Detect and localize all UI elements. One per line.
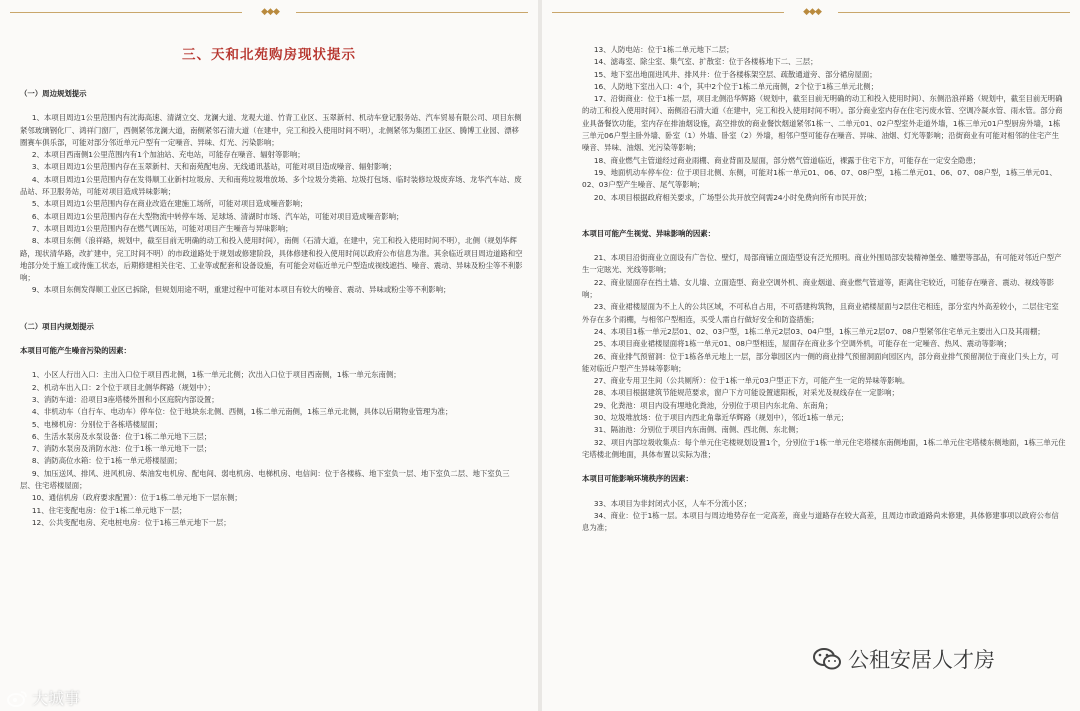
watermark-left bbox=[6, 686, 80, 709]
list-item: 14、滤毒室、除尘室、集气室、扩散室：位于各楼栋地下二、三层； bbox=[593, 57, 818, 67]
list-item: 12、公共变配电房、充电桩电房：位于1栋三单元地下一层； bbox=[31, 517, 231, 527]
left-content bbox=[20, 88, 524, 529]
list-item: 31、隔油池：分别位于项目内东南侧、南侧、西北侧、东北侧； bbox=[593, 425, 803, 435]
list-item: 8、本项目东侧（浪祥路，规划中，截至目前无明确的动工和投入使用时间），南侧（石清大道，在建中，完工和投入使用时间不明），北侧（规划华辉路，现状清华路，改扩建中，完工时间不明）的市政道路处于规划或修建阶段，具体修建和投入使用时间以政府公布信息为准。其余临近项目周边道路和空地部分处于施工或待施工状态，后期修建相关住宅、工业等或配套和设备设施，有可能会对临近单元户型造成视线遮挡、噪音、震动、异味及粉尘等不利影响； bbox=[20, 236, 523, 283]
list-item: 22、商业屋面存在挡土墙、女儿墙、立面造型、商业空调外机、商业烟道、商业燃气管道等，距离住宅较近，可能存在噪音、震动、视线等影响； bbox=[582, 277, 1055, 300]
list-item: 34、商业：位于1栋一层。本项目与周边地势存在一定高差，商业与道路存在较大高差，且周边市政道路尚未修建，具体修建事项以政府公布信息为准； bbox=[582, 510, 1059, 533]
list-item: 13、人防电站：位于1栋二单元地下二层； bbox=[593, 45, 734, 54]
header-ornament bbox=[0, 7, 538, 17]
subsection-heading: 本项目可能产生噪音污染的因素： bbox=[20, 346, 131, 356]
watermark bbox=[812, 644, 995, 674]
list-item: 6、生活水泵房及水泵设备：位于1栋二单元地下三层； bbox=[31, 431, 212, 441]
list-item: 26、商业排气预留洞：位于1栋各单元地上一层，部分靠园区内一侧的商业排气预留洞面向园区内，部分商业排气预留洞位于商业门头上方，可能对临近户型产生异味等影响； bbox=[582, 351, 1059, 373]
list-item: 15、地下室出地面进风井、排风井：位于各楼栋架空层、疏散通道旁、部分裙房屋面； bbox=[593, 69, 877, 79]
list-item: 24、本项目1栋一单元2层01、02、03户型，1栋二单元2层03、04户型，1栋三单元2层07、08户型紧邻住宅单元主要出入口及其雨棚； bbox=[593, 326, 1045, 336]
list-item: 16、人防地下室出入口：4个，其中2个位于1栋二单元南侧，2个位于1栋三单元北侧； bbox=[593, 81, 879, 91]
list-item: 4、非机动车（自行车、电动车）停车位：位于地块东北侧、西侧，1栋二单元南侧，1栋三单元北侧，具体以后期物业管理为准； bbox=[31, 407, 453, 417]
items-c-list bbox=[582, 498, 1066, 535]
list-item: 23、商业裙楼屋面为不上人的公共区域，不可私自占用，不可搭建构筑物，且商业裙楼屋面与2层住宅相连，部分室内外高差较小，二层住宅室外存在多个雨棚，与相邻户型相连，买受人需自行做好安全和防盗措施； bbox=[582, 302, 1059, 324]
list-item: 30、垃圾堆放场：位于项目内西北角靠近华辉路（规划中），邻近1栋一单元； bbox=[593, 413, 849, 423]
diamond-ornament-icon: ◆◆◆ bbox=[261, 7, 279, 17]
list-item: 3、消防车道：沿项目3座塔楼外围和小区庭院内部设置； bbox=[31, 394, 219, 404]
watermark-left-text: 大城事 bbox=[32, 689, 81, 708]
list-item: 8、消防高位水箱：位于1栋一单元塔楼屋面； bbox=[31, 456, 182, 466]
list-item: 29、化粪池：项目内设有埋地化粪池，分别位于项目内东北角、东南角； bbox=[593, 400, 833, 410]
list-item: 2、机动车出入口：2个位于项目北侧华辉路（规划中）； bbox=[31, 382, 215, 392]
list-item: 21、本项目沿街商业立面设有广告位、壁灯，局部商铺立面造型设有泛光照明。商业外围局部安装精神堡垒、雕塑等部品，有可能对邻近户型产生一定眩光、光线等影响； bbox=[582, 253, 1062, 275]
list-item: 5、本项目周边1公里范围内存在商业改造在建施工场所，可能对项目造成噪音影响； bbox=[31, 199, 308, 209]
list-item: 3、本项目周边1公里范围内存在玉翠新村、天和南苑配电房、无线通讯基站，可能对项目造成噪音、辐射影响； bbox=[31, 162, 396, 172]
list-item: 1、小区人行出入口：主出入口位于项目西北侧，1栋一单元北侧；次出入口位于项目西南侧，1栋一单元东南侧； bbox=[31, 370, 401, 380]
list-item: 19、地面机动车停车位：位于项目北侧、东侧，可能对1栋一单元01、06、07、08户型，1栋二单元01、06、07、08户型，1栋三单元01、02、03户型产生噪音、尾气等影响； bbox=[582, 167, 1057, 190]
wechat-icon bbox=[812, 647, 842, 671]
list-item: 18、商业燃气主管道经过商业雨棚、商业背面及屋面，部分燃气管道临近，裸露于住宅下方，可能存在一定安全隐患； bbox=[593, 155, 981, 165]
list-item: 4、本项目周边1公里范围内存在发得顺工业新村垃圾房、天和南苑垃圾堆放场、多个垃圾分类箱、垃圾打包场、临时装修垃圾废弃场、龙华汽车站、废品站、环卫服务站，可能对项目造成异味影响； bbox=[20, 174, 522, 197]
list-item: 9、本项目东侧发得顺工业区已拆除，但规划用途不明，重建过程中可能对本项目有较大的噪音、震动、异味或粉尘等不利影响； bbox=[31, 285, 451, 295]
list-item: 33、本项目为非封闭式小区，人车不分流小区； bbox=[593, 498, 752, 508]
list-item: 9、加压送风、排风、进风机房、柴油发电机房、配电间、弱电机房、电梯机房、电信间：位于各楼栋、地下室负一层、地下室负二层、地下室负三层、住宅塔楼屋面； bbox=[20, 468, 510, 491]
section-heading: （二）项目内规划提示 bbox=[20, 321, 94, 331]
section-heading: （一）周边规划提示 bbox=[20, 89, 87, 98]
list-item: 5、电梯机房：分别位于各栋塔楼屋面； bbox=[31, 419, 163, 429]
right-page bbox=[542, 0, 1080, 711]
list-item: 32、项目内部垃圾收集点：每个单元住宅楼规划设置1个，分别位于1栋一单元住宅塔楼东南侧地面，1栋二单元住宅塔楼东侧地面，1栋三单元住宅塔楼北侧地面，具体布置以实际为准； bbox=[582, 437, 1066, 459]
page-title: 三、天和北苑购房现状提示 bbox=[182, 47, 356, 63]
weibo-icon bbox=[6, 689, 28, 707]
list-item: 7、消防水泵房及消防水池：位于1栋一单元地下一层； bbox=[31, 444, 212, 454]
list-item: 10、通信机房（政府要求配置）：位于1栋二单元地下一层东侧； bbox=[31, 493, 242, 503]
list-item: 17、沿街商业：位于1栋一层，项目北侧沿华辉路（规划中，截至目前无明确的动工和投入使用时间）、东侧沿浪祥路（规划中，截至目前无明确的动工和投入使用时间）、南侧沿石清大道（在建中，完工和投入使用时间不明）。部分商业室内存在住宅污废水管、空调冷凝水管、雨水管。部分商业具备餐饮功能，室内存在排油烟设施，高空排放的商业餐饮烟道紧邻1栋一、二单元01、02户型室外走道外墙，1栋三单元01户型厨房外墙，1栋三单元06户型主卧外墙、卧室（1）外墙、卧室（2）外墙，相邻户型可能存在噪音、异味、油烟、灯光等影响；沿街商业有可能对相邻的住宅产生噪音、异味、油烟、光污染等影响； bbox=[582, 94, 1063, 153]
items-b-list bbox=[582, 252, 1066, 461]
subsection-heading: 本项目可能产生视觉、异味影响的因素： bbox=[582, 228, 716, 238]
right-content bbox=[582, 44, 1066, 534]
list-item: 7、本项目周边1公里范围内存在燃气调压站，可能对项目产生噪音与异味影响； bbox=[31, 223, 293, 233]
list-item: 2、本项目西南侧1公里范围内有1个加油站、充电站，可能存在噪音、辐射等影响； bbox=[31, 150, 305, 160]
list-item: 28、本项目根据建筑节能规范要求，窗户下方可能设置遮阳板，对采光及视线存在一定影响； bbox=[593, 388, 899, 398]
left-page bbox=[0, 0, 538, 711]
header-ornament bbox=[542, 7, 1080, 17]
watermark-text: 公租安居人才房 bbox=[848, 648, 995, 672]
list-item: 20、本项目根据政府相关要求，广场型公共开放空间需24小时免费向所有市民开放； bbox=[593, 192, 872, 202]
items-a-list bbox=[582, 44, 1066, 204]
section1-list bbox=[20, 112, 524, 296]
subsection-heading: 本项目可能影响环境秩序的因素： bbox=[582, 474, 693, 484]
list-item: 25、本项目商业裙楼屋面将1栋一单元01、08户型相连，屋面存在商业多个空调外机，可能存在一定噪音、热风、震动等影响； bbox=[593, 339, 1012, 349]
diamond-ornament-icon: ◆◆◆ bbox=[803, 7, 821, 17]
list-item: 1、本项目周边1公里范围内有沈海高速、清湖立交、龙澜大道、龙观大道、竹青工业区、玉翠新村、机动车登记服务站、汽车贸易有限公司、项目东侧紧邻玻璃钢化厂、鸿祥门窗厂，西侧紧邻龙澜大道，南侧紧邻石清大道（在建中，完工和投入使用时间不明），北侧紧邻为集团工业区、腾博工业园、漂移圈赛车俱乐部，可能对部分邻近单元户型有一定噪音、异味、灯光、污染影响； bbox=[20, 113, 522, 147]
list-item: 11、住宅变配电房：位于1栋二单元地下一层； bbox=[31, 505, 187, 515]
section2-list bbox=[20, 369, 524, 529]
list-item: 27、商业专用卫生间（公共厕所）：位于1栋一单元03户型正下方，可能产生一定的异味等影响。 bbox=[593, 376, 910, 386]
list-item: 6、本项目周边1公里范围内存在大型物流中转停车场、足球场、清湖时市场、汽车站，可能对项目造成噪音影响； bbox=[31, 211, 404, 221]
